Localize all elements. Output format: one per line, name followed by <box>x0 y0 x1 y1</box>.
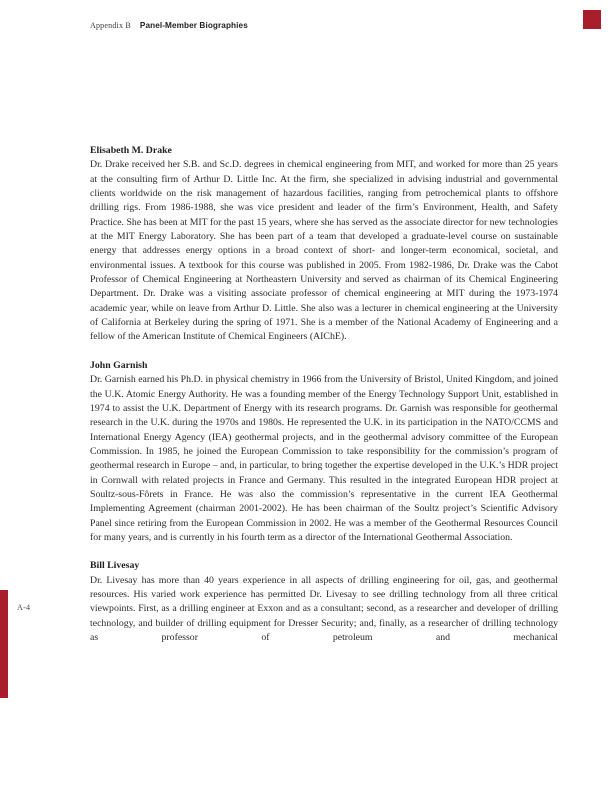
appendix-label: Appendix B <box>90 21 131 30</box>
bio-content-column <box>90 144 558 645</box>
page-header <box>90 15 248 33</box>
bio-section-drake <box>90 144 558 345</box>
bio-paragraph: Dr. Livesay has more than 40 years experience in all aspects of drilling engineering for oil, gas, and geothermal resources. His varied work experience has permitted Dr. Livesay to see drilling technology from all three critical viewpoints. First, as a drilling engineer at Exxon and as a consultant; second, as a researcher and developer of drilling technology, and builder of drilling equipment for Dresser Security; and, finally, as a researcher of drilling technology as professor of petroleum and mechanical <box>90 574 558 643</box>
bio-paragraph: Dr. Drake received her S.B. and Sc.D. degrees in chemical engineering from MIT, and worked for more than 25 years at the consulting firm of Arthur D. Little Inc. At the firm, she specialized in advising industrial and governmental clients worldwide on the risk management of hazardous facilities, ranging from petrochemical plants to offshore drilling rigs. From 1986-1988, she was vice president and leader of the firm’s Environment, Health, and Safety Practice. She has been at MIT for the past 15 years, where she has served as the associate director for new technologies at the MIT Energy Laboratory. She has been part of a team that developed a graduate-level course on sustainable energy that addresses energy options in a broad context of short- and longer-term economical, societal, and environmental issues. A textbook for this course was published in 2005. From 1982-1986, Dr. Drake was the Cabot Professor of Chemical Engineering at Northeastern University and served as chairman of its Chemical Engineering Department. Dr. Drake was a visiting associate professor of chemical engineering at MIT during the 1973-1974 academic year, while on leave from Arthur D. Little. She also was a lecturer in chemical engineering at the University of California at Berkeley during the spring of 1971. She is a member of the National Academy of Engineering and a fellow of the American Institute of Chemical Engineers (AIChE). <box>90 159 558 343</box>
bio-section-garnish <box>90 359 558 545</box>
corner-accent-square <box>583 10 601 29</box>
page-title: Panel-Member Biographies <box>139 21 248 30</box>
bio-section-livesay <box>90 559 558 645</box>
bio-paragraph: Dr. Garnish earned his Ph.D. in physical chemistry in 1966 from the University of Bristol, United Kingdom, and joined the U.K. Atomic Energy Authority. He was a founding member of the Energy Technology Support Unit, established in 1974 to assist the U.K. Department of Energy with its research programs. Dr. Garnish was responsible for geothermal research in the U.K. during the 1970s and 1980s. He represented the U.K. in its participation in the NATO/CCMS and International Energy Agency (IEA) geothermal projects, and in the geothermal advisory committee of the European Commission. In 1985, he joined the European Commission to take responsibility for the commission’s program of geothermal research in Europe – and, in particular, to bring together the expertise developed in the U.K.’s HDR project in Cornwall with related projects in France and Germany. This resulted in the integrated European HDR project at Soultz-sous-Fôrets in France. He was also the commission’s representative in the current IEA Geothermal Implementing Agreement (chairman 2001-2002). He has been chairman of the Soultz project’s Scientific Advisory Panel since retiring from the European Commission in 2002. He was a member of the Geothermal Resources Council for many years, and is currently in his fourth term as a director of the International Geothermal Association. <box>90 374 558 543</box>
bio-name-heading: Bill Livesay <box>90 560 140 572</box>
page-number: A-4 <box>17 603 31 612</box>
bio-name-heading: Elisabeth M. Drake <box>90 145 172 156</box>
bio-name-heading: John Garnish <box>90 359 148 371</box>
page-edge-tab <box>0 590 8 698</box>
